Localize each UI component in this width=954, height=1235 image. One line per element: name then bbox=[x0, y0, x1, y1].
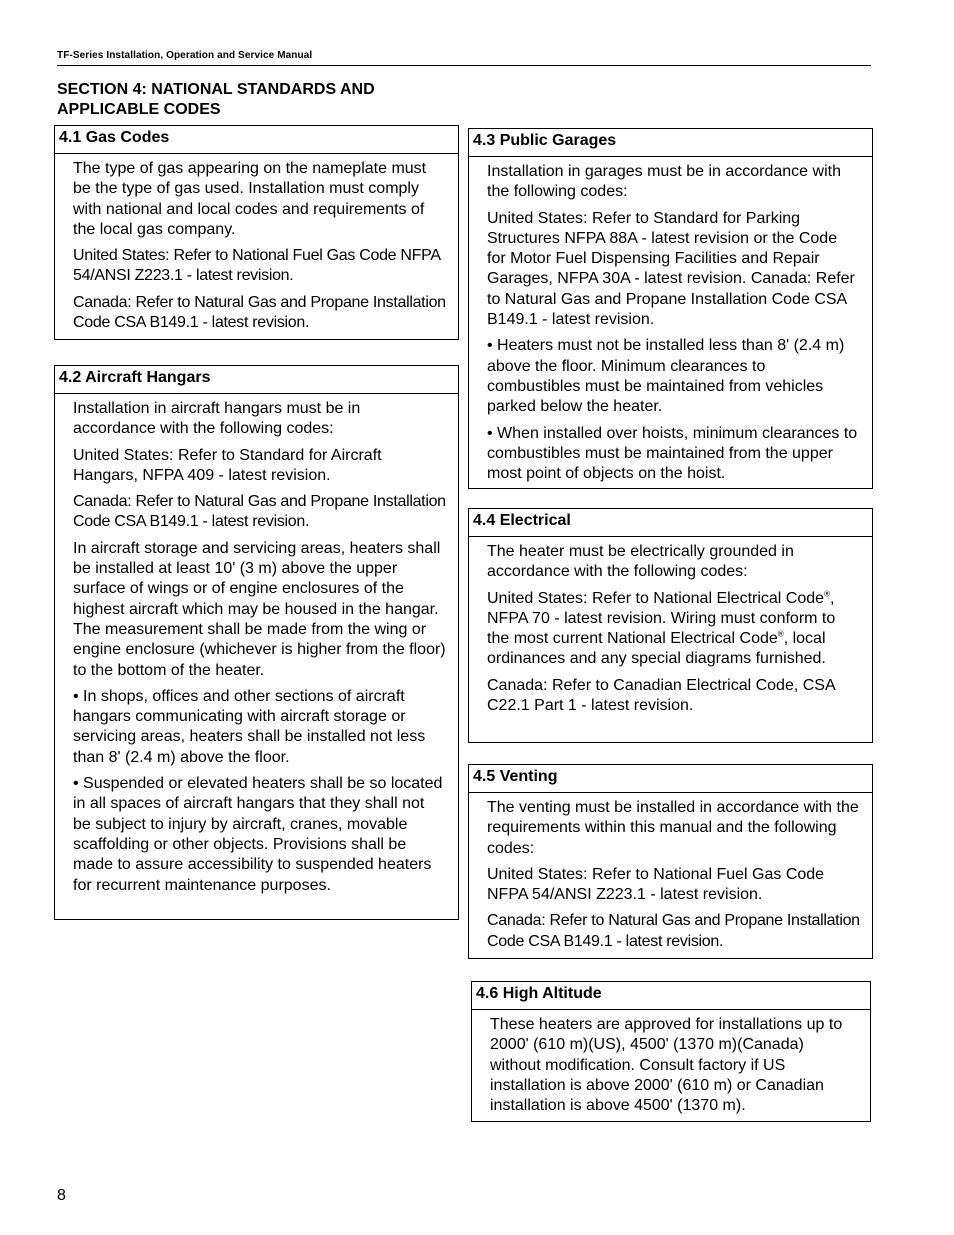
gas-codes-paragraph: Canada: Refer to Natural Gas and Propane Installation Code CSA B149.1 - latest revision. bbox=[73, 293, 446, 332]
gas-codes-body bbox=[55, 153, 458, 339]
public-garages-paragraph: United States: Refer to Standard for Parking Structures NFPA 88A - latest revision or the Code for Motor Fuel Dispensing Facilities and Repair Garages, NFPA 30A - latest revision. Canada: Refer to Natural Gas and Propane Installation Code CSA B149.1 - latest revision. bbox=[487, 209, 855, 329]
electrical-paragraph bbox=[487, 589, 860, 670]
public-garages-paragraph: • Heaters must not be installed less than 8' (2.4 m) above the floor. Minimum clearances to combustibles must be maintained from vehicles parked below the heater. bbox=[487, 337, 845, 416]
registered-mark: ® bbox=[777, 629, 784, 639]
high-altitude-box bbox=[471, 981, 871, 1122]
electrical-text: United States: Refer to National Electrical Code bbox=[487, 589, 825, 607]
public-garages-paragraph: Installation in garages must be in accordance with the following codes: bbox=[487, 163, 841, 201]
electrical-text: , local ordinances and any special diagrams furnished. bbox=[487, 630, 826, 668]
venting-paragraph: The venting must be installed in accordance with the requirements within this manual and the following codes: bbox=[487, 799, 859, 857]
aircraft-hangars-paragraph: Canada: Refer to Natural Gas and Propane Installation Code CSA B149.1 - latest revision. bbox=[73, 493, 446, 531]
aircraft-hangars-paragraph: Installation in aircraft hangars must be in accordance with the following codes: bbox=[73, 400, 361, 438]
aircraft-hangars-paragraph: In aircraft storage and servicing areas, heaters shall be installed at least 10' (3 m) above the upper surface of wings or of engine enclosures of the highest aircraft which may be housed in the hangar. The measurement shall be made from the wing or engine enclosure (whichever is higher from the floor) to the bottom of the heater. bbox=[73, 539, 446, 679]
electrical-body bbox=[469, 536, 872, 722]
aircraft-hangars-box bbox=[54, 365, 459, 920]
public-garages-box bbox=[468, 128, 873, 489]
high-altitude-paragraph: These heaters are approved for installations up to 2000' (610 m)(US), 4500' (1370 m)(Canada) without modification. Consult factory if US installation is above 2000' (610 m) or Canadian installation is above 4500' (1370 m). bbox=[490, 1016, 843, 1115]
electrical-heading: 4.4 Electrical bbox=[473, 512, 571, 529]
electrical-paragraph: Canada: Refer to Canadian Electrical Code, CSA C22.1 Part 1 - latest revision. bbox=[487, 676, 835, 715]
venting-paragraph: Canada: Refer to Natural Gas and Propane Installation Code CSA B149.1 - latest revision. bbox=[487, 912, 860, 950]
registered-mark: ® bbox=[824, 589, 830, 599]
electrical-paragraph: The heater must be electrically grounded in accordance with the following codes: bbox=[487, 543, 794, 581]
gas-codes-paragraph: The type of gas appearing on the nameplate must be the type of gas used. Installation must comply with national and local codes and requirements of the local gas company. bbox=[73, 160, 427, 238]
aircraft-hangars-paragraph: United States: Refer to Standard for Aircraft Hangars, NFPA 409 - latest revision. bbox=[73, 446, 382, 484]
electrical-text: , NFPA 70 - latest revision. Wiring must conform to the most current National Electrical Code bbox=[487, 589, 836, 648]
public-garages-body bbox=[469, 156, 872, 490]
gas-codes-box bbox=[54, 125, 459, 340]
page-number: 8 bbox=[57, 1187, 66, 1204]
electrical-box bbox=[468, 508, 873, 743]
running-header: TF-Series Installation, Operation and Service Manual bbox=[57, 50, 871, 66]
venting-paragraph: United States: Refer to National Fuel Gas Code NFPA 54/ANSI Z223.1 - latest revision. bbox=[487, 865, 825, 904]
gas-codes-heading: 4.1 Gas Codes bbox=[59, 129, 170, 146]
aircraft-hangars-paragraph: • Suspended or elevated heaters shall be so located in all spaces of aircraft hangars that they shall not be subject to injury by aircraft, cranes, movable scaffolding or other objects. Provisions shall be made to assure accessibility to suspended heaters for recurrent maintenance purposes. bbox=[73, 775, 443, 894]
aircraft-hangars-paragraph: • In shops, offices and other sections of aircraft hangars communicating with aircraft storage or servicing areas, heaters shall be installed not less than 8' (2.4 m) above the floor. bbox=[73, 687, 426, 766]
aircraft-hangars-body bbox=[55, 393, 458, 902]
section-title: SECTION 4: NATIONAL STANDARDS AND APPLICABLE CODES bbox=[57, 81, 375, 118]
venting-heading: 4.5 Venting bbox=[473, 768, 558, 785]
aircraft-hangars-heading: 4.2 Aircraft Hangars bbox=[59, 369, 211, 386]
high-altitude-heading: 4.6 High Altitude bbox=[476, 985, 602, 1002]
venting-body bbox=[469, 792, 872, 958]
high-altitude-body bbox=[472, 1009, 870, 1122]
public-garages-heading: 4.3 Public Garages bbox=[473, 132, 617, 149]
public-garages-paragraph: • When installed over hoists, minimum clearances to combustibles must be maintained from the upper most point of objects on the hoist. bbox=[487, 424, 858, 483]
venting-box bbox=[468, 764, 873, 959]
gas-codes-paragraph: United States: Refer to National Fuel Gas Code NFPA 54/ANSI Z223.1 - latest revision. bbox=[73, 247, 440, 285]
